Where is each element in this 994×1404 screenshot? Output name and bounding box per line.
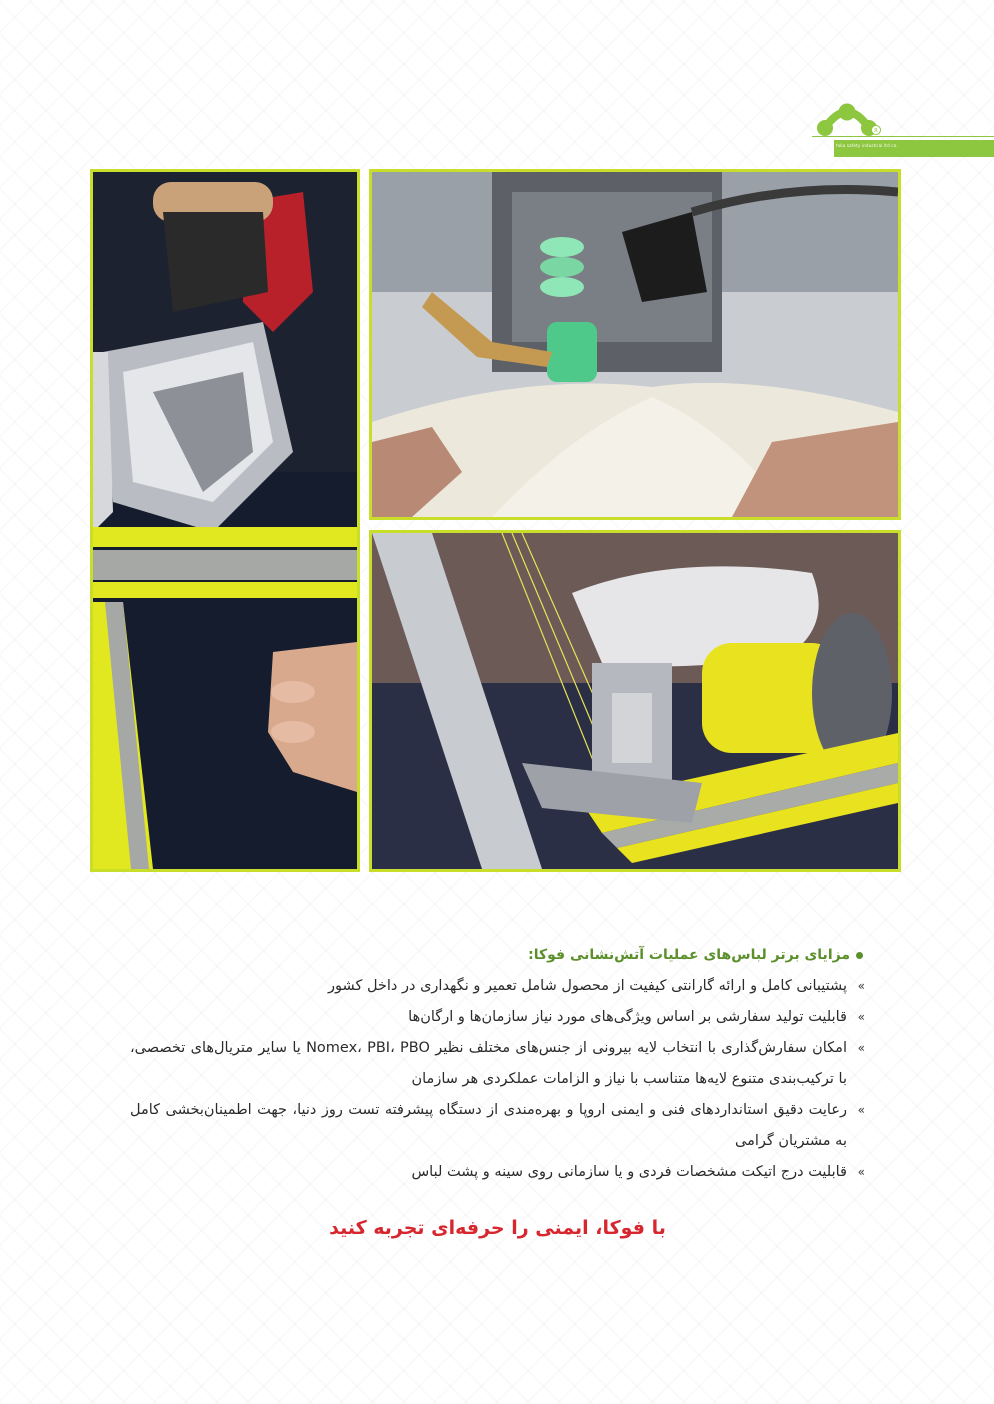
sewing-machine-photo	[369, 169, 901, 520]
foka-logo-icon	[816, 102, 886, 138]
benefits-section	[130, 940, 865, 1188]
chevron-bullet-icon: »	[857, 1165, 865, 1179]
brand-logo	[812, 102, 994, 160]
slogan: با فوکا، ایمنی را حرفه‌ای تجربه کنید	[329, 1217, 666, 1239]
logo-tagline: foka safety industrial ltd co.	[836, 143, 898, 148]
chevron-bullet-icon: »	[857, 1103, 865, 1117]
bullet-dot-icon	[856, 952, 863, 959]
svg-text:R: R	[874, 128, 878, 134]
chevron-bullet-icon: »	[857, 1041, 865, 1055]
benefit-item: » رعایت دقیق استانداردهای فنی و ایمنی اروپا و بهره‌مندی از دستگاه پیشرفته تست روز دنیا، جهت اطمینان‌بخشی کامل به مشتریان گرامی	[130, 1095, 865, 1157]
benefit-item: » پشتیبانی کامل و ارائه گارانتی کیفیت از محصول شامل تعمیر و نگهداری در داخل کشور	[130, 971, 865, 1002]
ironing-photo	[90, 169, 360, 872]
benefits-heading: مزایای برتر لباس‌های عملیات آتش‌نشانی فوکا:	[130, 940, 863, 971]
chevron-bullet-icon: »	[857, 979, 865, 993]
benefit-item: » قابلیت تولید سفارشی بر اساس ویژگی‌های مورد نیاز سازمان‌ها و ارگان‌ها	[130, 1002, 865, 1033]
benefit-item: » قابلیت درج اتیکت مشخصات فردی و یا سازمانی روی سینه و پشت لباس	[130, 1157, 865, 1188]
chevron-bullet-icon: »	[857, 1010, 865, 1024]
reflective-tape-sewing-photo	[369, 530, 901, 872]
benefit-item: » امکان سفارش‌گذاری با انتخاب لایه بیرونی از جنس‌های مختلف نظیر Nomex، PBI، PBO یا سایر متریال‌های تخصصی، با ترکیب‌بندی متنوع لایه‌ها متناسب با نیاز و الزامات عملکردی هر سازمان	[130, 1033, 865, 1095]
